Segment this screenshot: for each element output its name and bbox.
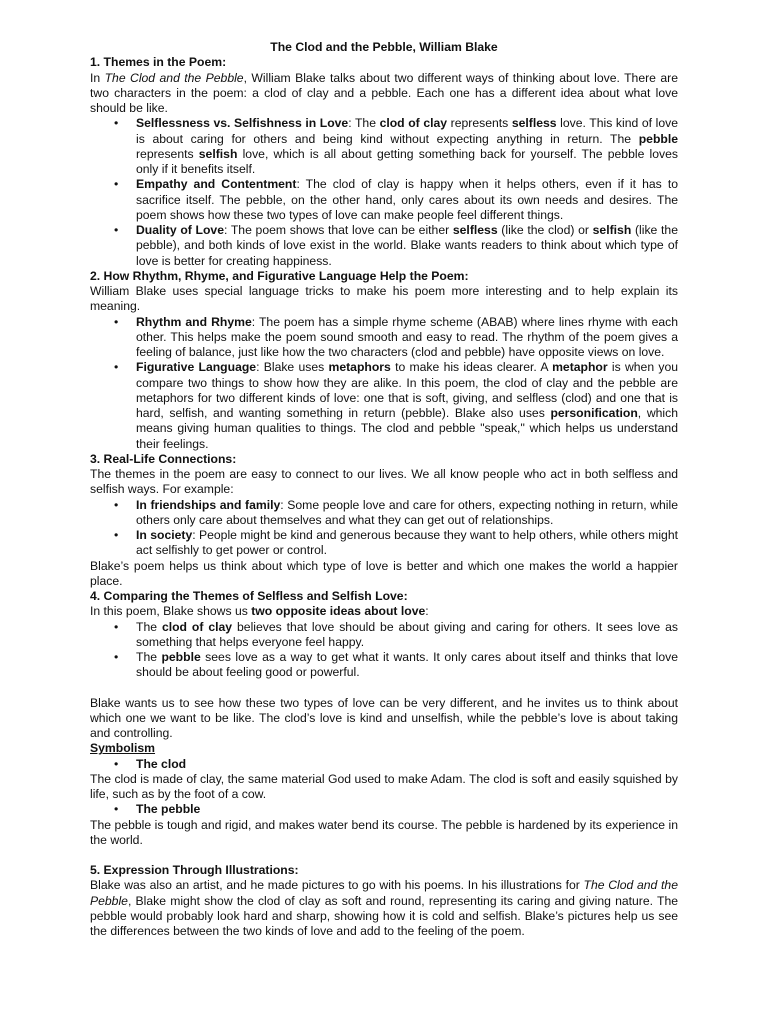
list-item: • Empathy and Contentment: The clod of clay is happy when it helps others, even if it has to sacrifice itself. The pebble, on the other hand, only cares about its own needs and desires. The poem shows how these two types of love can make people feel different things.	[136, 177, 678, 223]
section-5-heading: 5. Expression Through Illustrations:	[90, 863, 299, 877]
list-item: • In friendships and family: Some people love and care for others, expecting nothing in return, while others only care about themselves and what they can get out of relationships.	[136, 498, 678, 529]
list-item: • The pebble	[136, 802, 678, 817]
list-item: • Rhythm and Rhyme: The poem has a simple rhyme scheme (ABAB) where lines rhyme with each other. This helps make the poem sound smooth and easy to read. The rhythm of the poem gives a feeling of balance, just like how the two characters (clod and pebble) have opposite views on love.	[136, 315, 678, 361]
section-5-text: Blake was also an artist, and he made pictures to go with his poems. In his illustrations for The Clod and the Pebble, Blake might show the clod of clay as soft and round, representing its caring and giving nature. The pebble would probably look hard and sharp, showing how it is cold and selfish. Blake’s pictures help us see the differences between the two kinds of love and add to the feeling of the poem.	[90, 878, 678, 938]
section-4-heading: 4. Comparing the Themes of Selfless and Selfish Love:	[90, 589, 408, 603]
section-2-intro: William Blake uses special language tricks to make his poem more interesting and to help explain its meaning.	[90, 284, 678, 314]
section-3-list	[90, 498, 678, 559]
symbolism-pebble-list	[90, 802, 678, 817]
section-3-outro: Blake’s poem helps us think about which type of love is better and which one makes the world a happier place.	[90, 558, 678, 588]
list-item: • Selflessness vs. Selfishness in Love: The clod of clay represents selfless love. This kind of love is about caring for others and being kind without expecting anything in return. The pebble represents selfish love, which is all about getting something back for yourself. The pebble loves only if it benefits itself.	[136, 116, 678, 177]
symbolism-pebble-text: The pebble is tough and rigid, and makes water bend its course. The pebble is hardened by its experience in the world.	[90, 817, 678, 847]
section-4-intro: In this poem, Blake shows us two opposite ideas about love:	[90, 604, 429, 619]
section-4-outro: Blake wants us to see how these two types of love can be very different, and he invites us to think about which one we want to be like. The clod’s love is kind and unselfish, while the pebble’s love is about taking and controlling.	[90, 695, 678, 740]
list-item: • The pebble sees love as a way to get what it wants. It only cares about itself and thinks that love should be about feeling good or powerful.	[136, 650, 678, 681]
list-item: • Duality of Love: The poem shows that love can be either selfless (like the clod) or selfish (like the pebble), and both kinds of love exist in the world. Blake wants readers to think about which type of love is better for creating happiness.	[136, 223, 678, 269]
spacer	[90, 681, 678, 696]
list-item: • Figurative Language: Blake uses metaphors to make his ideas clearer. A metaphor is when you compare two things to show how they are alike. In this poem, the clod of clay and the pebble are metaphors for two different kinds of love: one that is soft, giving, and selfless (clod) and one that is hard, selfish, and wanting something in return (pebble). Blake also uses personification, which means giving human qualities to things. The clod and pebble "speak," which helps us understand their feelings.	[136, 360, 678, 452]
list-item: • The clod	[136, 757, 678, 772]
section-3-intro: The themes in the poem are easy to connect to our lives. We all know people who act in both selfless and selfish ways. For example:	[90, 467, 678, 497]
symbolism-heading: Symbolism	[90, 741, 156, 756]
list-item: • In society: People might be kind and generous because they want to help others, while others might act selfishly to get power or control.	[136, 528, 678, 559]
symbolism-clod-list	[90, 757, 678, 772]
spacer	[90, 848, 678, 863]
section-2-list	[90, 315, 678, 452]
document-title: The Clod and the Pebble, William Blake	[270, 40, 498, 54]
section-1-list	[90, 116, 678, 269]
symbolism-clod-text: The clod is made of clay, the same material God used to make Adam. The clod is soft and easily squished by life, such as by the foot of a cow.	[90, 771, 678, 801]
section-1-intro: In The Clod and the Pebble, William Blake talks about two different ways of thinking about love. There are two characters in the poem: a clod of clay and a pebble. Each one has a different idea about what love should be like.	[90, 70, 678, 115]
section-3-heading: 3. Real-Life Connections:	[90, 451, 237, 466]
section-4-list	[90, 620, 678, 681]
section-2-heading: 2. How Rhythm, Rhyme, and Figurative Language Help the Poem:	[90, 268, 469, 283]
document-page	[90, 40, 678, 939]
section-1-heading: 1. Themes in the Poem:	[90, 55, 227, 70]
list-item: • The clod of clay believes that love should be about giving and caring for others. It sees love as something that helps everyone feel happy.	[136, 620, 678, 651]
